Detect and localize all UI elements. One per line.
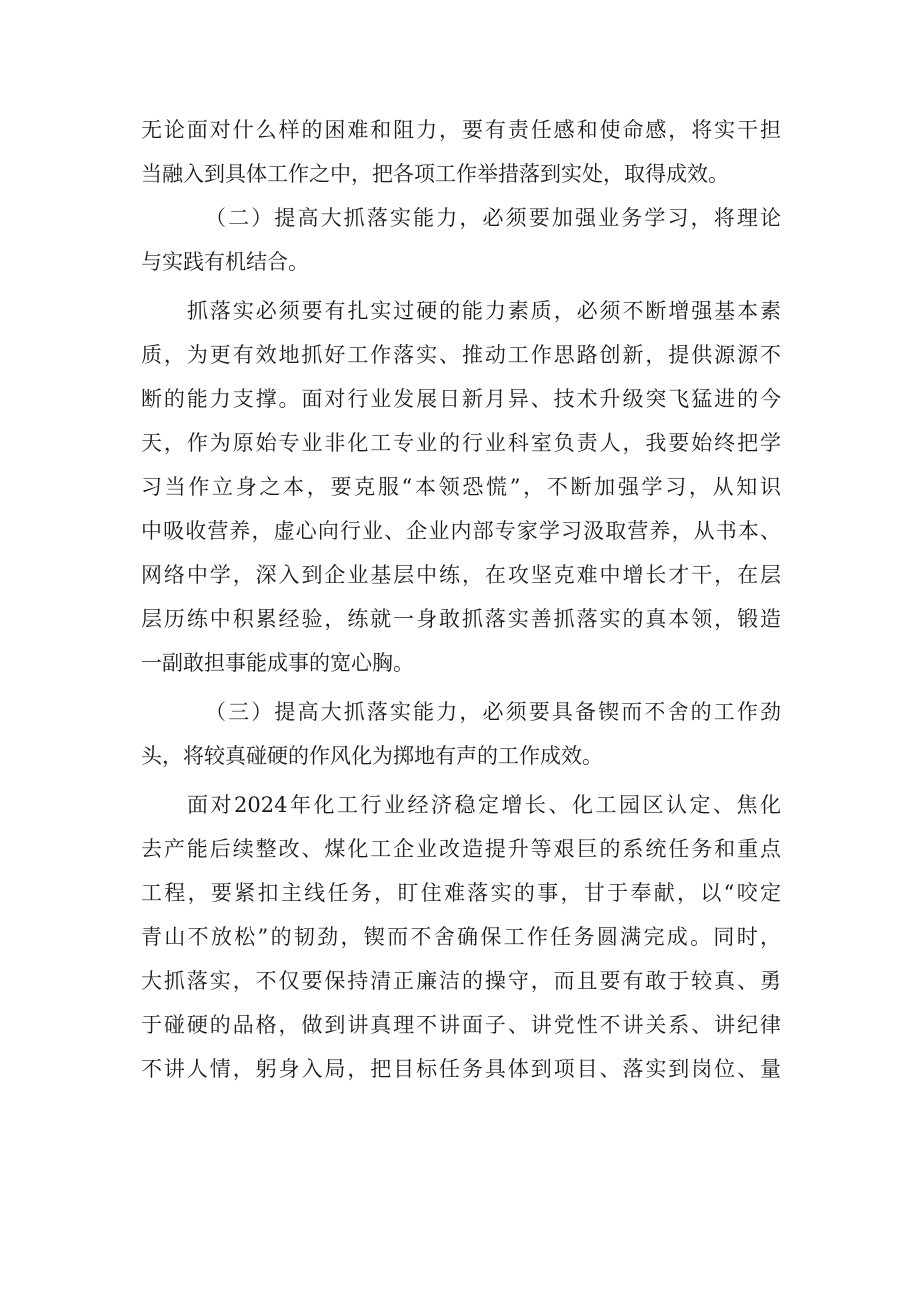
paragraph-continuation [141, 108, 781, 196]
text-line: 面对2024年化工行业经济稳定增长、化工园区认定、焦化 [187, 793, 781, 817]
text-line: 当融入到具体工作之中，把各项工作举措落到实处，取得成效。 [141, 162, 729, 186]
text-line: 层历练中积累经验，练就一身敢抓落实善抓落实的真本领，锻造 [141, 607, 781, 631]
text-line: 天，作为原始专业非化工专业的行业科室负责人，我要始终把学 [141, 431, 781, 455]
text-line: 质，为更有效地抓好工作落实、推动工作思路创新，提供源源不 [141, 343, 781, 367]
text-line: 断的能力支撑。面对行业发展日新月异、技术升级突飞猛进的今 [141, 387, 781, 411]
section-heading-2 [141, 196, 781, 284]
paragraph-body [141, 783, 781, 1091]
heading-line: 头，将较真碰硬的作风化为掷地有声的工作成效。 [141, 744, 603, 768]
text-line: 中吸收营养，虚心向行业、企业内部专家学习汲取营养，从书本、 [141, 519, 781, 543]
heading-line: 与实践有机结合。 [141, 250, 309, 274]
text-line: 无论面对什么样的困难和阻力，要有责任感和使命感，将实干担 [141, 118, 781, 142]
text-line: 网络中学，深入到企业基层中练，在攻坚克难中增长才干，在层 [141, 563, 781, 587]
section-heading-3 [141, 690, 781, 778]
text-line: 工程，要紧扣主线任务，盯住难落实的事，甘于奉献，以“咬定 [141, 881, 781, 905]
text-line: 去产能后续整改、煤化工企业改造提升等艰巨的系统任务和重点 [141, 837, 781, 861]
text-line: 大抓落实，不仅要保持清正廉洁的操守，而且要有敢于较真、勇 [141, 969, 781, 993]
text-line: 青山不放松”的韧劲，锲而不舍确保工作任务圆满完成。同时， [141, 925, 781, 949]
heading-line: （三）提高大抓落实能力，必须要具备锲而不舍的工作劲 [205, 700, 781, 724]
text-line: 习当作立身之本，要克服“本领恐慌”，不断加强学习，从知识 [141, 475, 781, 499]
text-line: 于碰硬的品格，做到讲真理不讲面子、讲党性不讲关系、讲纪律 [141, 1013, 781, 1037]
heading-line: （二）提高大抓落实能力，必须要加强业务学习，将理论 [205, 206, 781, 230]
text-line: 不讲人情，躬身入局，把目标任务具体到项目、落实到岗位、量 [141, 1057, 781, 1081]
paragraph-body [141, 289, 781, 685]
text-line: 抓落实必须要有扎实过硬的能力素质，必须不断增强基本素 [187, 299, 781, 323]
text-line: 一副敢担事能成事的宽心胸。 [141, 651, 414, 675]
document-body [141, 108, 781, 1091]
